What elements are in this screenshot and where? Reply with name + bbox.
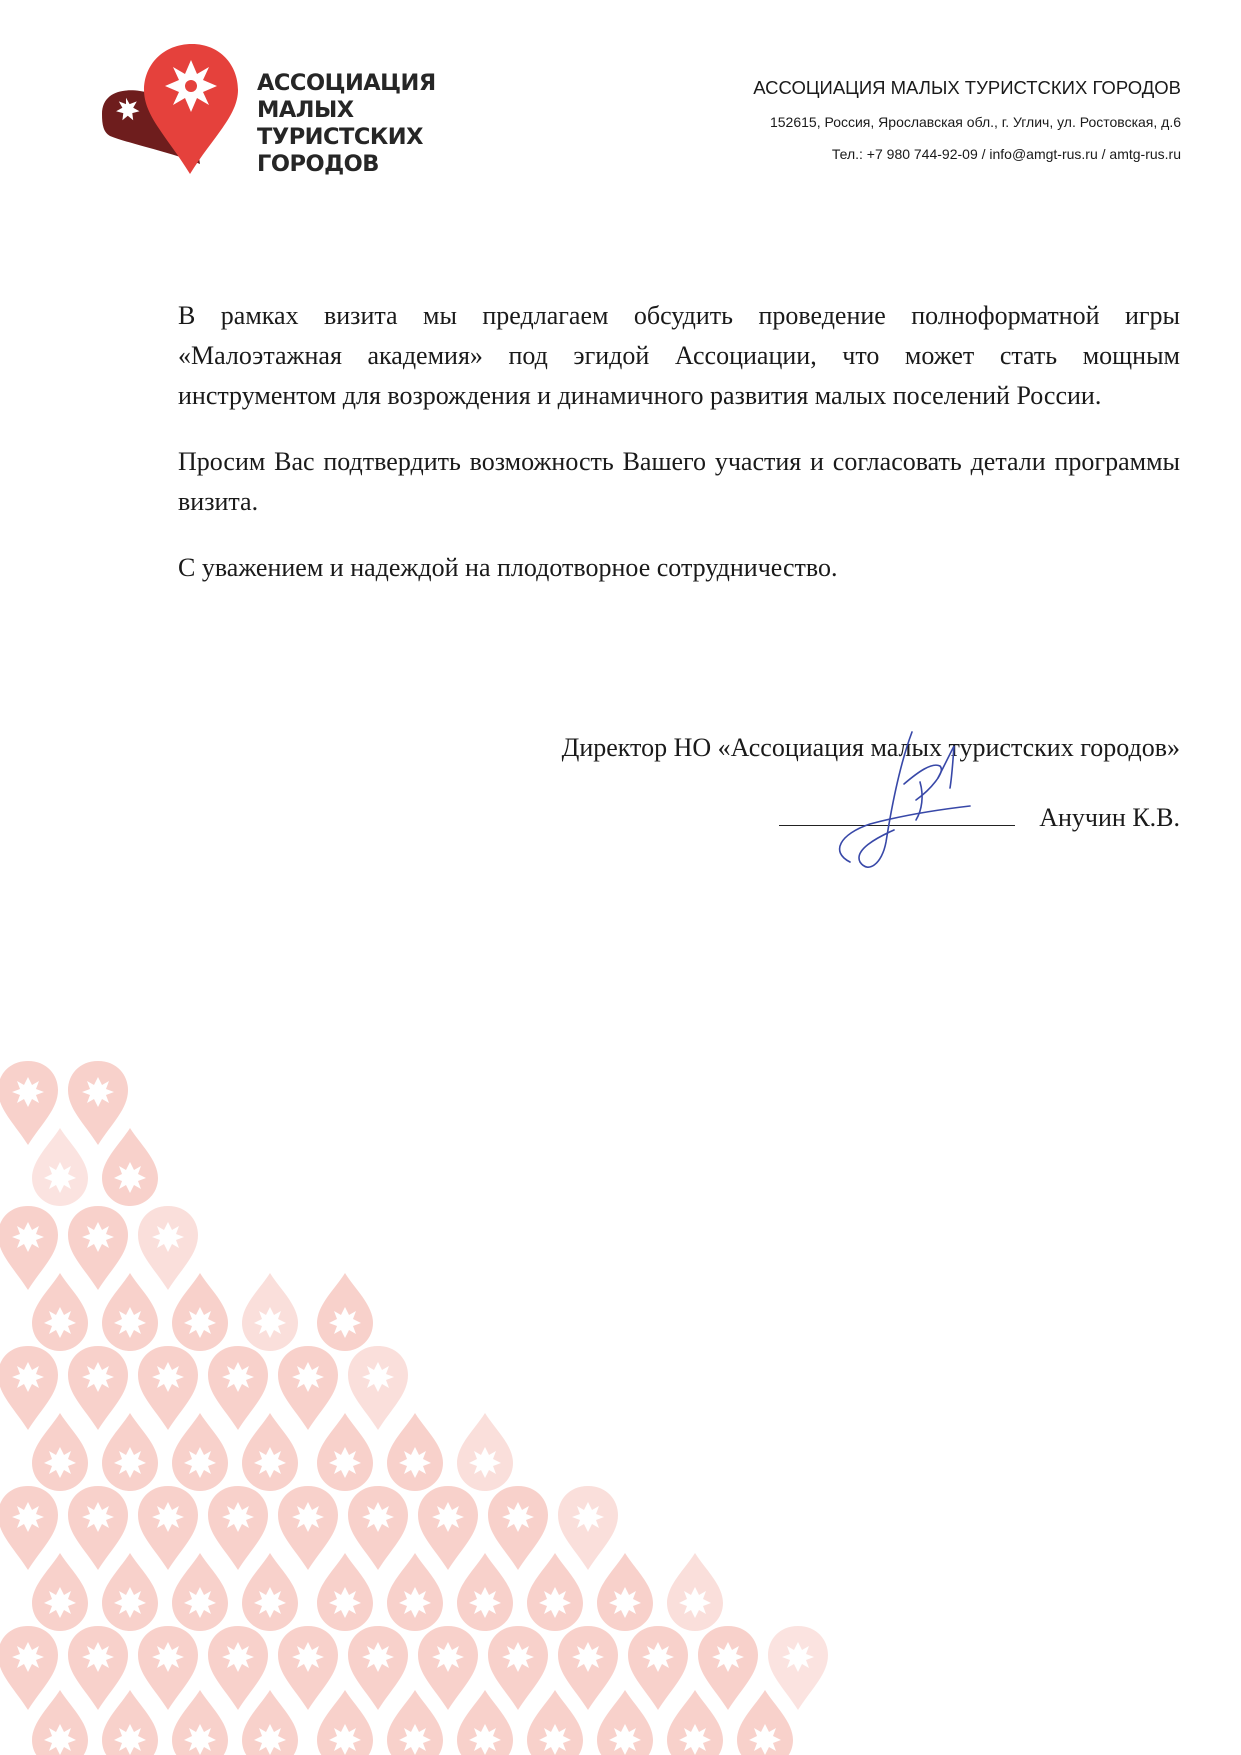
logo-line-2: МАЛЫХ [257, 97, 354, 123]
paragraph-3: С уважением и надеждой на плодотворное сотрудничество. [178, 553, 838, 582]
org-name: АССОЦИАЦИЯ МАЛЫХ ТУРИСТСКИХ ГОРОДОВ [753, 77, 1181, 98]
logo-line-4: ГОРОДОВ [257, 151, 379, 177]
paragraph-2: Просим Вас подтвердить возможность Вашего участия и согласовать детали программы визита. [178, 447, 1180, 516]
logo-line-3: ТУРИСТСКИХ [257, 124, 423, 150]
logo-wordmark [257, 70, 437, 178]
org-contacts: Тел.: +7 980 744-92-09 / info@amgt-rus.ru / amtg-rus.ru [831, 146, 1181, 162]
handwritten-signature [820, 724, 980, 874]
logo-line-1: АССОЦИАЦИЯ [257, 70, 436, 96]
decorative-pin-pattern [0, 1060, 840, 1755]
signatory-name: Анучин К.В. [1039, 803, 1180, 832]
letterhead [753, 76, 1181, 162]
letter-body [178, 296, 1180, 614]
signatory-title: Директор НО «Ассоциация малых туристских городов» [561, 733, 1180, 762]
paragraph-1: В рамках визита мы предлагаем обсудить проведение полноформатной игры «Малоэтажная академия» под эгидой Ассоциации, что может стать мощным инструментом для возрождения и динамичного развития малых поселений России. [178, 301, 1180, 410]
org-address: 152615, Россия, Ярославская обл., г. Углич, ул. Ростовская, д.6 [769, 114, 1181, 130]
